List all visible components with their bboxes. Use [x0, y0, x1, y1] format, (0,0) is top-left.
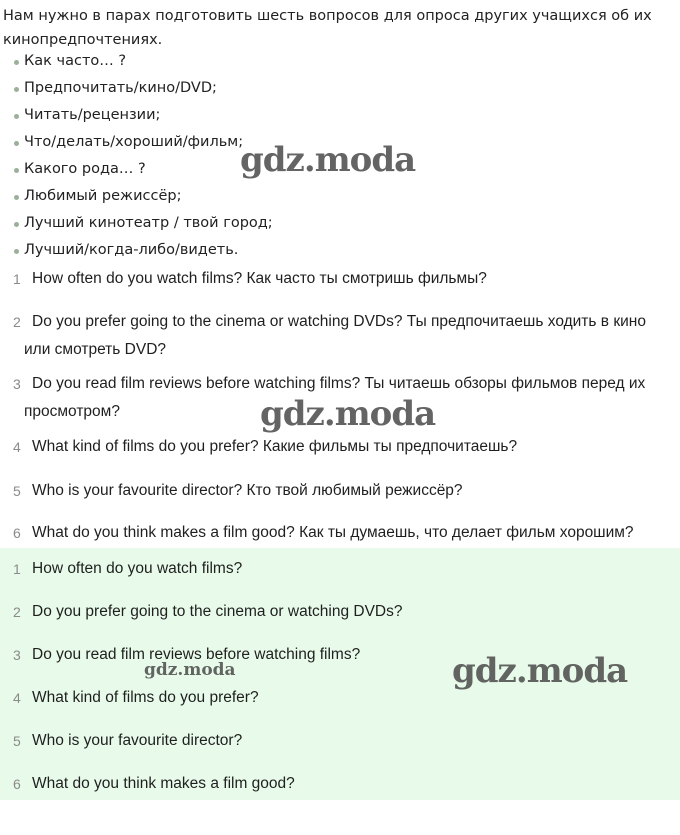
list-item-text: Предпочитать/кино/DVD; — [24, 80, 217, 96]
list-item — [0, 51, 680, 78]
answer-number: 6 — [13, 776, 21, 792]
list-item — [0, 186, 680, 213]
bullet-icon — [14, 87, 19, 92]
answer-number: 4 — [13, 690, 21, 706]
answer-text: Who is your favourite director? — [32, 732, 243, 749]
answer-item — [0, 477, 680, 505]
answer-text: Do you prefer going to the cinema or watching DVDs? Ты предпочитаешь ходить в кино или смотреть DVD? — [24, 313, 646, 358]
answer-text: Who is your favourite director? Кто твой любимый режиссёр? — [32, 482, 463, 499]
bullet-icon — [14, 195, 19, 200]
answer-number: 2 — [13, 604, 21, 620]
answer-text: Do you read film reviews before watching films? — [32, 646, 361, 663]
bullet-icon — [14, 249, 19, 254]
bullet-icon — [14, 168, 19, 173]
answer-item — [0, 598, 680, 626]
list-item-text: Читать/рецензии; — [24, 107, 161, 123]
answer-item — [0, 555, 680, 583]
answer-text: Do you read film reviews before watching films? Ты читаешь обзоры фильмов перед их просмотром? — [24, 375, 646, 420]
list-item-text: Лучший кинотеатр / твой город; — [24, 215, 273, 231]
list-item — [0, 240, 680, 267]
list-item-text: Как часто… ? — [24, 53, 127, 69]
answer-text: How often do you watch films? — [32, 560, 243, 577]
answer-text: Do you prefer going to the cinema or watching DVDs? — [32, 603, 403, 620]
watermark: gdz.moda — [452, 651, 628, 691]
answer-text: What kind of films do you prefer? — [32, 689, 259, 706]
answer-number: 1 — [13, 561, 21, 577]
answer-text: What do you think makes a film good? Как ты думаешь, что делает фильм хорошим? — [32, 524, 634, 541]
answer-item — [0, 433, 680, 461]
answer-item — [0, 727, 680, 755]
bullet-icon — [14, 141, 19, 146]
answer-number: 6 — [13, 525, 21, 541]
watermark: gdz.moda — [144, 660, 236, 680]
answer-text: What do you think makes a film good? — [32, 775, 295, 792]
answer-number: 5 — [13, 483, 21, 499]
bullet-icon — [14, 60, 19, 65]
answer-number: 1 — [13, 271, 21, 287]
answer-item — [0, 519, 680, 547]
watermark: gdz.moda — [240, 140, 416, 180]
answer-item — [0, 770, 680, 798]
answer-number: 3 — [13, 376, 21, 392]
list-item — [0, 213, 680, 240]
list-item-text: Какого рода… ? — [24, 161, 146, 177]
list-item-text: Любимый режиссёр; — [24, 188, 182, 204]
watermark: gdz.moda — [260, 394, 436, 434]
answer-text: What kind of films do you prefer? Какие фильмы ты предпочитаешь? — [32, 438, 518, 455]
answer-number: 5 — [13, 733, 21, 749]
bullet-icon — [14, 222, 19, 227]
answer-item — [0, 308, 680, 364]
intro-text: Нам нужно в парах подготовить шесть вопросов для опроса других учащихся об их кинопредпочтениях. — [3, 8, 652, 48]
list-item-text: Что/делать/хороший/фильм; — [24, 134, 244, 150]
list-item — [0, 105, 680, 132]
answer-number: 4 — [13, 439, 21, 455]
answer-item — [0, 265, 680, 293]
bullet-icon — [14, 114, 19, 119]
answer-number: 3 — [13, 647, 21, 663]
answer-text: How often do you watch films? Как часто ты смотришь фильмы? — [32, 270, 487, 287]
answer-number: 2 — [13, 314, 21, 330]
list-item-text: Лучший/когда-либо/видеть. — [24, 242, 239, 258]
list-item — [0, 78, 680, 105]
